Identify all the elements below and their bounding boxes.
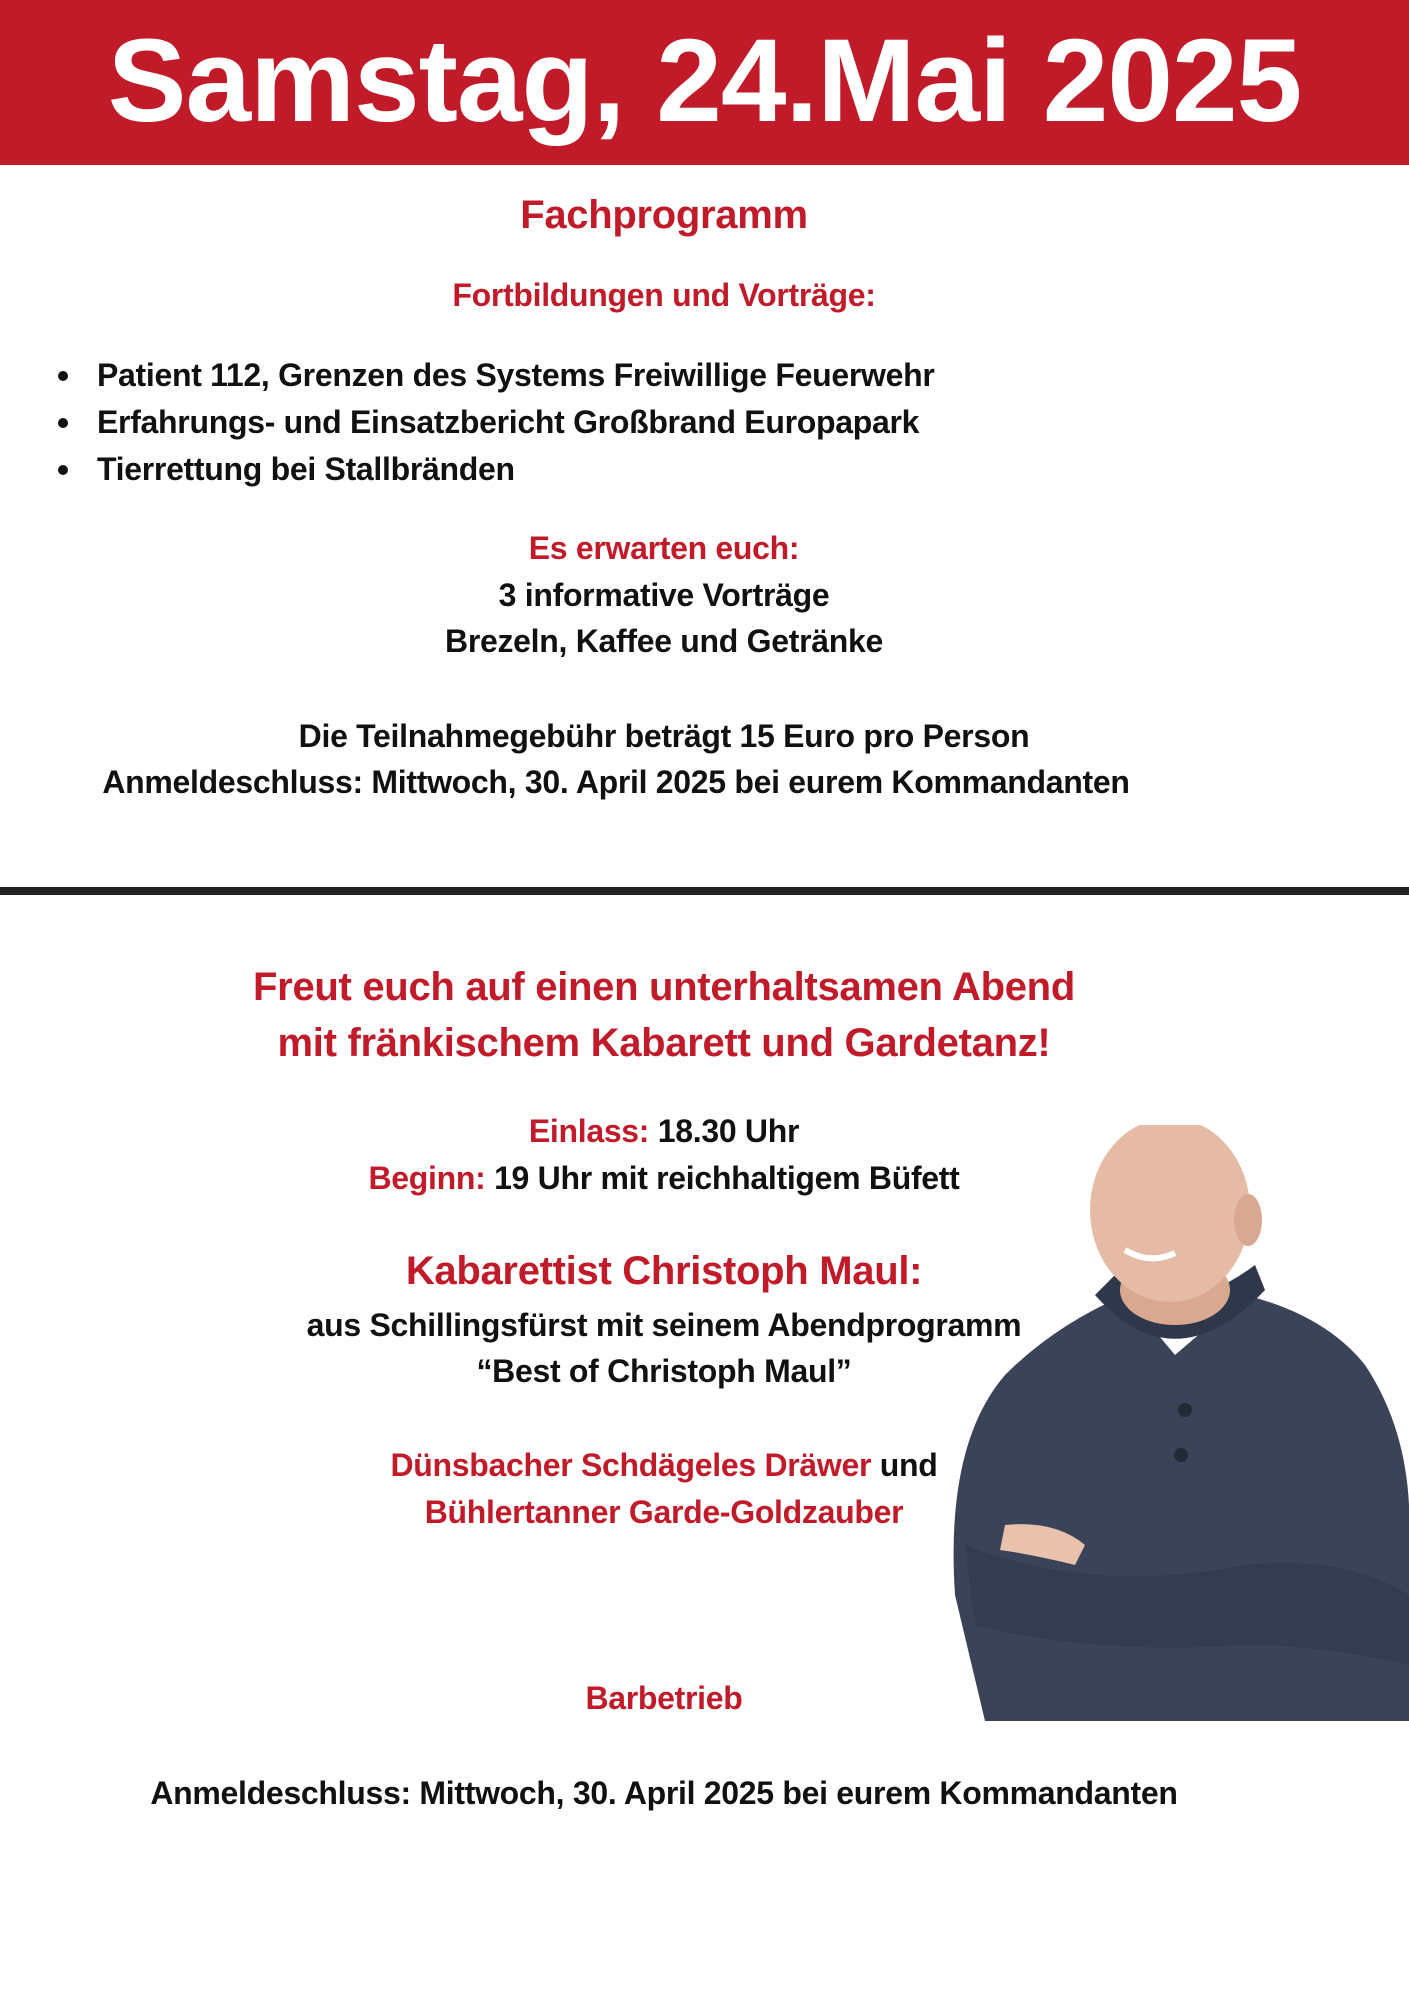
evening-deadline: Anmeldeschluss: Mittwoch, 30. April 2025 bei eurem Kommandanten: [150, 1775, 1178, 1811]
evening-headline: mit fränkischem Kabarett und Gardetanz!: [277, 1021, 1051, 1065]
subheading-fortbildungen: Fortbildungen und Vorträge:: [452, 277, 876, 313]
artist-line: “Best of Christoph Maul”: [476, 1353, 852, 1389]
evening-headline: Freut euch auf einen unterhaltsamen Abend: [253, 965, 1075, 1009]
expect-line: Brezeln, Kaffee und Getränke: [445, 623, 883, 659]
beginn-label: Beginn:: [368, 1160, 486, 1196]
artist-line: aus Schillingsfürst mit seinem Abendprogramm: [306, 1307, 1022, 1343]
fee-text: Die Teilnahmegebühr beträgt 15 Euro pro Person: [298, 718, 1030, 754]
artist-photo: [945, 1125, 1409, 1721]
button: [1174, 1448, 1188, 1462]
section-heading-fachprogramm: Fachprogramm: [520, 193, 808, 237]
date-banner: [0, 0, 1409, 165]
deadline-text: Anmeldeschluss: Mittwoch, 30. April 2025 bei eurem Kommandanten: [102, 764, 1130, 800]
and-text: und: [879, 1447, 938, 1483]
section-divider: [0, 887, 1409, 895]
expect-heading: Es erwarten euch:: [528, 530, 800, 566]
list-item: Erfahrungs- und Einsatzbericht Großbrand Europapark: [52, 399, 934, 446]
ear: [1234, 1194, 1262, 1246]
list-item: Tierrettung bei Stallbränden: [52, 446, 934, 493]
group-dunsbach: Dünsbacher Schdägeles Dräwer: [390, 1447, 872, 1483]
bar-text: Barbetrieb: [585, 1680, 743, 1716]
expect-line: 3 informative Vorträge: [498, 577, 830, 613]
list-item: Patient 112, Grenzen des Systems Freiwillige Feuerwehr: [52, 352, 934, 399]
einlass-value: 18.30 Uhr: [657, 1113, 800, 1149]
lecture-list: [52, 352, 934, 493]
page-title: Samstag, 24.Mai 2025: [107, 15, 1302, 147]
artist-heading: Kabarettist Christoph Maul:: [405, 1249, 923, 1293]
beginn-value: 19 Uhr mit reichhaltigem Büfett: [494, 1160, 960, 1196]
button: [1178, 1403, 1192, 1417]
head: [1090, 1125, 1250, 1302]
group-buehlertann: Bühlertanner Garde-Goldzauber: [424, 1494, 904, 1530]
einlass-label: Einlass:: [528, 1113, 650, 1149]
sweater: [954, 1295, 1409, 1721]
